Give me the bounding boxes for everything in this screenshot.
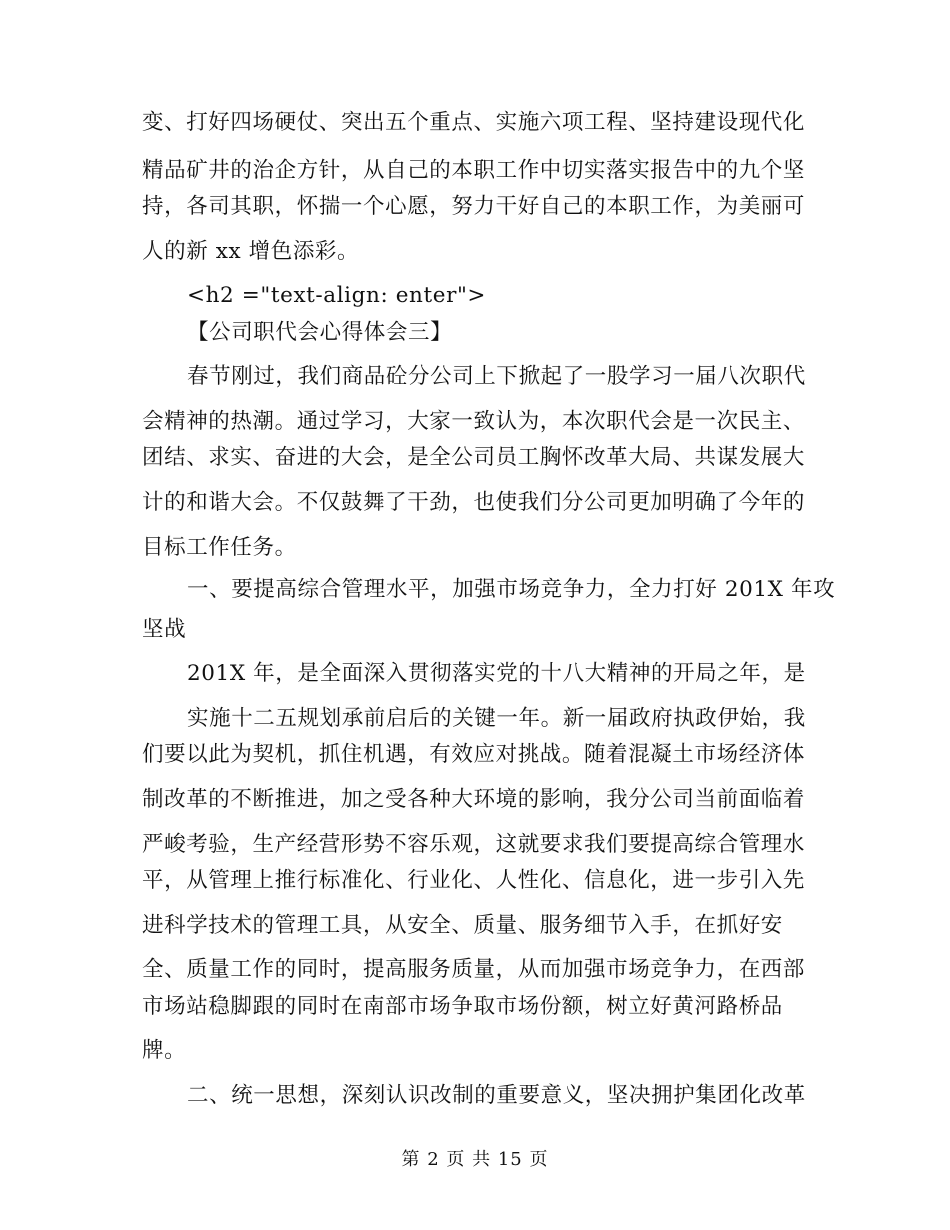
body-text-line: 实施十二五规划承前启后的关键一年。新一届政府执政伊始，我	[187, 706, 806, 731]
body-text-line: 目标工作任务。	[142, 535, 297, 560]
markup-fragment-line: <h2 ="text-align: enter">	[187, 283, 487, 308]
body-text-line: 春节刚过，我们商品砼分公司上下掀起了一股学习一届八次职代	[187, 364, 806, 389]
body-text-line: 会精神的热潮。通过学习，大家一致认为，本次职代会是一次民主、	[142, 409, 806, 434]
body-text-line: 牌。	[142, 1038, 187, 1063]
body-text-line: 201X 年，是全面深入贯彻落实党的十八大精神的开局之年，是	[187, 661, 806, 686]
body-text-line: 进科学技术的管理工具，从安全、质量、服务细节入手，在抓好安	[142, 913, 783, 938]
body-text-line: 计的和谐大会。不仅鼓舞了干劲，也使我们分公司更加明确了今年的	[142, 490, 806, 515]
body-text-line: 二、统一思想，深刻认识改制的重要意义，坚决拥护集团化改革	[187, 1083, 806, 1108]
body-text-line: 严峻考验，生产经营形势不容乐观，这就要求我们要提高综合管理水	[142, 832, 806, 857]
body-text-line: 坚战	[142, 617, 187, 642]
body-text-line: 市场站稳脚跟的同时在南部市场争取市场份额，树立好黄河路桥品	[142, 994, 783, 1019]
page-number-footer: 第 2 页 共 15 页	[401, 1149, 549, 1170]
body-text-line: 们要以此为契机，抓住机遇，有效应对挑战。随着混凝土市场经济体	[142, 742, 806, 767]
body-text-line: 制改革的不断推进，加之受各种大环境的影响，我分公司当前面临着	[142, 787, 806, 812]
body-text-line: 变、打好四场硬仗、突出五个重点、实施六项工程、坚持建设现代化	[142, 110, 806, 135]
body-text-line: 精品矿井的治企方针，从自己的本职工作中切实落实报告中的九个坚	[142, 158, 806, 183]
body-text-line: 平，从管理上推行标准化、行业化、人性化、信息化，进一步引入先	[142, 868, 806, 893]
section-heading: 【公司职代会心得体会三】	[187, 320, 453, 345]
body-text-line: 持，各司其职，怀揣一个心愿，努力干好自己的本职工作，为美丽可	[142, 194, 806, 219]
body-text-line: 团结、求实、奋进的大会，是全公司员工胸怀改革大局、共谋发展大	[142, 445, 806, 470]
body-text-line: 全、质量工作的同时，提高服务质量，从而加强市场竞争力，在西部	[142, 957, 806, 982]
body-text-line: 人的新 xx 增色添彩。	[142, 239, 360, 264]
body-text-line: 一、要提高综合管理水平，加强市场竞争力，全力打好 201X 年攻	[187, 577, 836, 602]
